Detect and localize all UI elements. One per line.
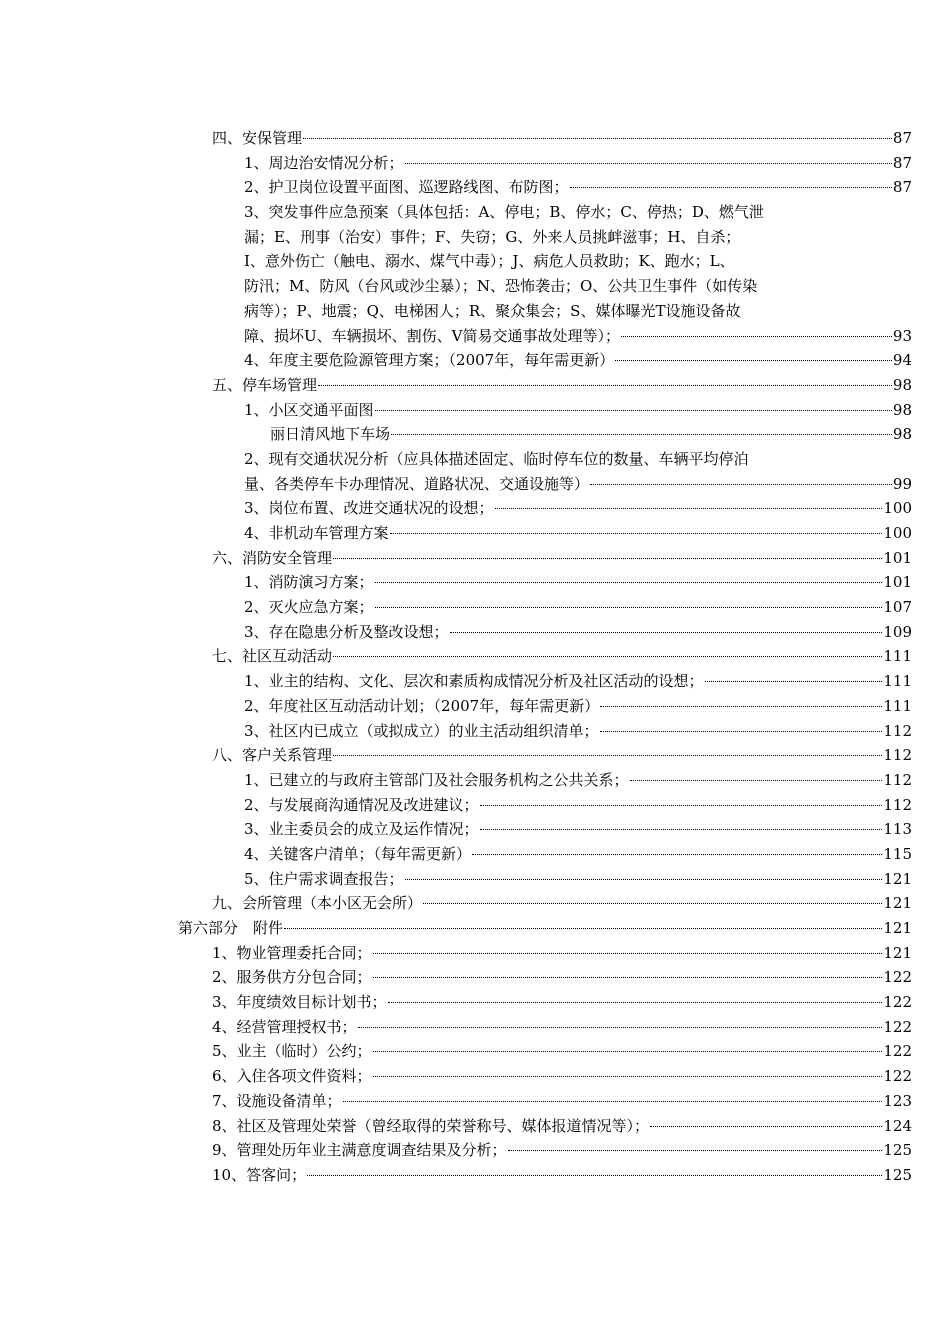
toc-entry-appendix-8[interactable]: 8、社区及管理处荣誉（曾经取得的荣誉称号、媒体报道情况等）； 124 (0, 1114, 950, 1139)
toc-entry-appendix-6[interactable]: 6、入住各项文件资料； 122 (0, 1064, 950, 1089)
toc-entry-part-6[interactable]: 第六部分 附件 121 (0, 916, 950, 941)
page-number: 109 (883, 622, 912, 641)
dot-leader (480, 805, 883, 806)
dot-leader (333, 755, 882, 756)
toc-entry-4-1[interactable]: 1、周边治安情况分析； 87 (0, 151, 950, 176)
page-number: 112 (883, 746, 912, 765)
toc-entry-6-2[interactable]: 2、灭火应急方案； 107 (0, 595, 950, 620)
page-number: 98 (892, 375, 912, 394)
toc-entry-section-8[interactable]: 八、客户关系管理 112 (0, 743, 950, 768)
toc-entry-4-2[interactable]: 2、护卫岗位设置平面图、巡逻路线图、布防图； 87 (0, 175, 950, 200)
page-number: 122 (883, 1042, 912, 1061)
toc-entry-7-3[interactable]: 3、社区内已成立（或拟成立）的业主活动组织清单； 112 (0, 719, 950, 744)
dot-leader (630, 780, 883, 781)
toc-entry-line: 漏；E、刑事（治安）事件；F、失窃；G、外来人员挑衅滋事；H、自杀； (244, 227, 741, 246)
dot-leader (570, 187, 892, 188)
dot-leader (590, 484, 892, 485)
toc-entry-line: I、意外伤亡（触电、溺水、煤气中毒）；J、病危人员救助；K、跑水；L、 (244, 252, 735, 271)
dot-leader (600, 731, 883, 732)
page-number: 112 (883, 770, 912, 789)
dot-leader (388, 1002, 883, 1003)
dot-leader (373, 1051, 883, 1052)
dot-leader (600, 706, 882, 707)
toc-entry-7-2[interactable]: 2、年度社区互动活动计划；（2007年，每年需更新） 111 (0, 694, 950, 719)
dot-leader (375, 607, 883, 608)
dot-leader (375, 582, 883, 583)
toc-entry-8-5[interactable]: 5、住户需求调查报告； 121 (0, 867, 950, 892)
page-number: 99 (892, 474, 912, 493)
toc-entry-6-1[interactable]: 1、消防演习方案； 101 (0, 570, 950, 595)
page-number: 115 (883, 844, 912, 863)
dot-leader (650, 1126, 882, 1127)
toc-entry-appendix-9[interactable]: 9、管理处历年业主满意度调查结果及分析； 125 (0, 1138, 950, 1163)
toc-entry-7-1[interactable]: 1、业主的结构、文化、层次和素质构成情况分析及社区活动的设想； 111 (0, 669, 950, 694)
page-number: 113 (883, 820, 912, 839)
toc-entry-section-9[interactable]: 九、会所管理（本小区无会所） 121 (0, 891, 950, 916)
dot-leader (333, 656, 882, 657)
page-number: 94 (892, 351, 912, 370)
toc-entry-line: 病等）；P、地震；Q、电梯困人；R、聚众集会；S、媒体曝光T设施设备故 (244, 301, 741, 320)
toc-entry-6-3[interactable]: 3、存在隐患分析及整改设想； 109 (0, 620, 950, 645)
page-number: 125 (883, 1165, 912, 1184)
toc-entry-line: 3、突发事件应急预案（具体包括：A、停电；B、停水；C、停热；D、燃气泄 (244, 203, 764, 222)
page-number: 87 (892, 178, 912, 197)
page-number: 122 (883, 993, 912, 1012)
toc-entry-section-6[interactable]: 六、消防安全管理 101 (0, 546, 950, 571)
page-number: 112 (883, 795, 912, 814)
page-number: 111 (883, 647, 912, 666)
page-number: 87 (892, 129, 912, 147)
dot-leader (307, 1175, 882, 1176)
dot-leader (373, 1076, 883, 1077)
toc-entry-appendix-2[interactable]: 2、服务供方分包合同； 122 (0, 965, 950, 990)
dot-leader (373, 977, 883, 978)
dot-leader (390, 533, 883, 534)
dot-leader (621, 336, 892, 337)
toc-entry-8-2[interactable]: 2、与发展商沟通情况及改进建议； 112 (0, 793, 950, 818)
table-of-contents (0, 126, 950, 1188)
page-number: 121 (883, 919, 912, 937)
dot-leader (318, 385, 892, 386)
page-number: 98 (892, 425, 912, 444)
toc-entry-8-4[interactable]: 4、关键客户清单；（每年需更新） 115 (0, 842, 950, 867)
dot-leader (423, 903, 882, 904)
toc-entry-appendix-4[interactable]: 4、经营管理授权书； 122 (0, 1015, 950, 1040)
dot-leader (405, 163, 892, 164)
toc-entry-8-3[interactable]: 3、业主委员会的成立及运作情况； 113 (0, 817, 950, 842)
toc-entry-5-1-a[interactable]: 丽日清风地下车场 98 (0, 422, 950, 447)
toc-entry-section-7[interactable]: 七、社区互动活动 111 (0, 644, 950, 669)
page-number: 101 (883, 548, 912, 567)
dot-leader (358, 1027, 883, 1028)
dot-leader (373, 953, 883, 954)
page-number: 124 (883, 1116, 912, 1135)
dot-leader (375, 410, 892, 411)
page-number: 112 (883, 721, 912, 740)
page-number: 100 (883, 524, 912, 542)
toc-entry-appendix-5[interactable]: 5、业主（临时）公约； 122 (0, 1039, 950, 1064)
page-number: 122 (883, 1017, 912, 1036)
toc-entry-5-2[interactable]: 2、现有交通状况分析（应具体描述固定、临时停车位的数量、车辆平均停泊 量、各类停车卡办理情况、道路状况、交通设施等） 99 (0, 447, 950, 496)
page-number: 100 (883, 499, 912, 518)
page-number: 122 (883, 968, 912, 987)
page-number: 111 (883, 696, 912, 715)
page-number: 111 (883, 672, 912, 691)
dot-leader (391, 434, 892, 435)
dot-leader (615, 360, 892, 361)
toc-entry-4-4[interactable]: 4、年度主要危险源管理方案；（2007年，每年需更新） 94 (0, 348, 950, 373)
page-number: 93 (892, 326, 912, 345)
dot-leader (343, 1101, 883, 1102)
toc-entry-5-1[interactable]: 1、小区交通平面图 98 (0, 398, 950, 423)
toc-entry-5-4[interactable]: 4、非机动车管理方案 100 (0, 521, 950, 546)
dot-leader (495, 508, 883, 509)
toc-entry-line: 2、现有交通状况分析（应具体描述固定、临时停车位的数量、车辆平均停泊 (244, 449, 749, 468)
toc-entry-appendix-7[interactable]: 7、设施设备清单； 123 (0, 1089, 950, 1114)
dot-leader (284, 928, 882, 929)
toc-entry-8-1[interactable]: 1、已建立的与政府主管部门及社会服务机构之公共关系； 112 (0, 768, 950, 793)
dot-leader (472, 854, 882, 855)
dot-leader (705, 681, 883, 682)
toc-entry-5-3[interactable]: 3、岗位布置、改进交通状况的设想； 100 (0, 496, 950, 521)
page-number: 122 (883, 1067, 912, 1086)
toc-entry-section-4[interactable]: 四、安保管理 87 (0, 126, 950, 151)
dot-leader (480, 829, 883, 830)
dot-leader (405, 879, 883, 880)
page-number: 121 (883, 894, 912, 913)
dot-leader (333, 558, 882, 559)
toc-entry-section-5[interactable]: 五、停车场管理 98 (0, 373, 950, 398)
toc-entry-appendix-3[interactable]: 3、年度绩效目标计划书； 122 (0, 990, 950, 1015)
dot-leader (303, 138, 892, 139)
page-number: 121 (883, 869, 912, 888)
page-number: 125 (883, 1141, 912, 1160)
dot-leader (450, 632, 883, 633)
page-number: 107 (883, 598, 912, 617)
toc-entry-appendix-10[interactable]: 10、答客问； 125 (0, 1163, 950, 1188)
toc-entry-appendix-1[interactable]: 1、物业管理委托合同； 121 (0, 941, 950, 966)
page-number: 101 (883, 573, 912, 592)
toc-entry-4-3[interactable]: 3、突发事件应急预案（具体包括：A、停电；B、停水；C、停热；D、燃气泄 漏；E、刑事（治安）事件；F、失窃；G、外来人员挑衅滋事；H、自杀； I、意外伤亡（触电、溺水、煤气中毒）；J、病危人员救助；K、跑水；L、 防汛；M、防风（台风或沙尘暴）；N、恐怖袭击；O、公共卫生事件（如传染 病等）；P、地震；Q、电梯困人；R、聚众集会；S、媒体曝光T设施设备故 障、损坏U、车辆损坏、割伤、V简易交通事故处理等）； 93 (0, 200, 950, 348)
toc-entry-line: 防汛；M、防风（台风或沙尘暴）；N、恐怖袭击；O、公共卫生事件（如传染 (244, 277, 758, 296)
page-number: 98 (892, 400, 912, 419)
dot-leader (508, 1150, 883, 1151)
page-number: 87 (892, 153, 912, 172)
page-number: 121 (883, 943, 912, 962)
page-number: 123 (883, 1091, 912, 1110)
